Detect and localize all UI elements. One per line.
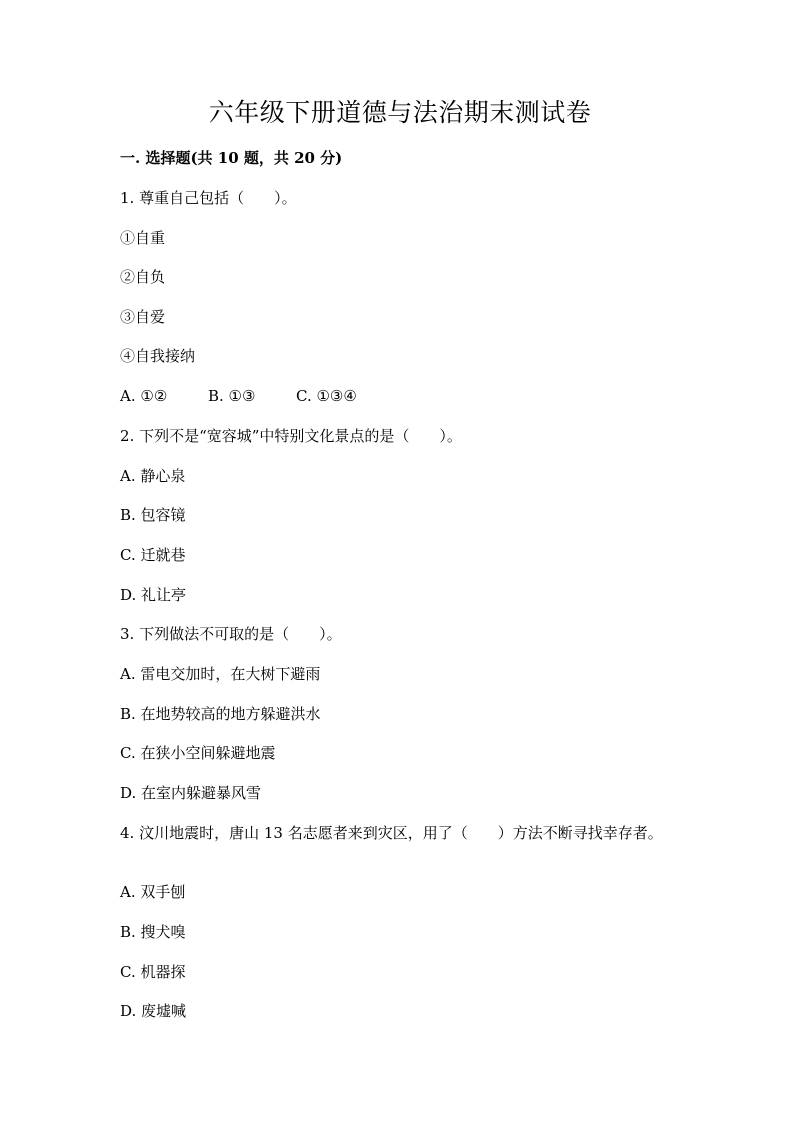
question-4-option-d: D. 废墟喊 [120, 1002, 187, 1020]
question-3-stem: 3. 下列做法不可取的是（ ）。 [120, 625, 342, 643]
question-3-option-a: A. 雷电交加时，在大树下避雨 [120, 665, 321, 683]
option-a: A. ①② [120, 387, 168, 405]
question-1-item: ③自爱 [120, 308, 166, 326]
question-4-option-a: A. 双手刨 [120, 883, 186, 901]
question-1-item: ①自重 [120, 229, 166, 247]
question-1-item: ②自负 [120, 268, 166, 286]
option-b: B. ①③ [208, 387, 256, 405]
question-2-option-c: C. 迁就巷 [120, 546, 186, 564]
question-4-option-b: B. 搜犬嗅 [120, 923, 186, 941]
question-2-option-a: A. 静心泉 [120, 467, 186, 485]
question-4-option-c: C. 机器探 [120, 963, 186, 981]
question-2-stem: 2. 下列不是“宽容城”中特别文化景点的是（ ）。 [120, 427, 462, 445]
question-2-option-d: D. 礼让亭 [120, 586, 187, 604]
question-3-option-b: B. 在地势较高的地方躲避洪水 [120, 705, 321, 723]
section-heading: 一. 选择题(共 10 题，共 20 分) [120, 149, 343, 167]
question-1-options [120, 386, 357, 406]
question-4-stem: 4. 汶川地震时，唐山 13 名志愿者来到灾区，用了（ ）方法不断寻找幸存者。 [120, 824, 663, 842]
question-1-stem: 1. 尊重自己包括（ ）。 [120, 189, 297, 207]
question-2-option-b: B. 包容镜 [120, 506, 186, 524]
question-3-option-c: C. 在狭小空间躲避地震 [120, 744, 276, 762]
question-1-item: ④自我接纳 [120, 347, 196, 365]
question-3-option-d: D. 在室内躲避暴风雪 [120, 784, 262, 802]
page-title: 六年级下册道德与法治期末测试卷 [208, 98, 592, 127]
option-c: C. ①③④ [296, 387, 357, 405]
